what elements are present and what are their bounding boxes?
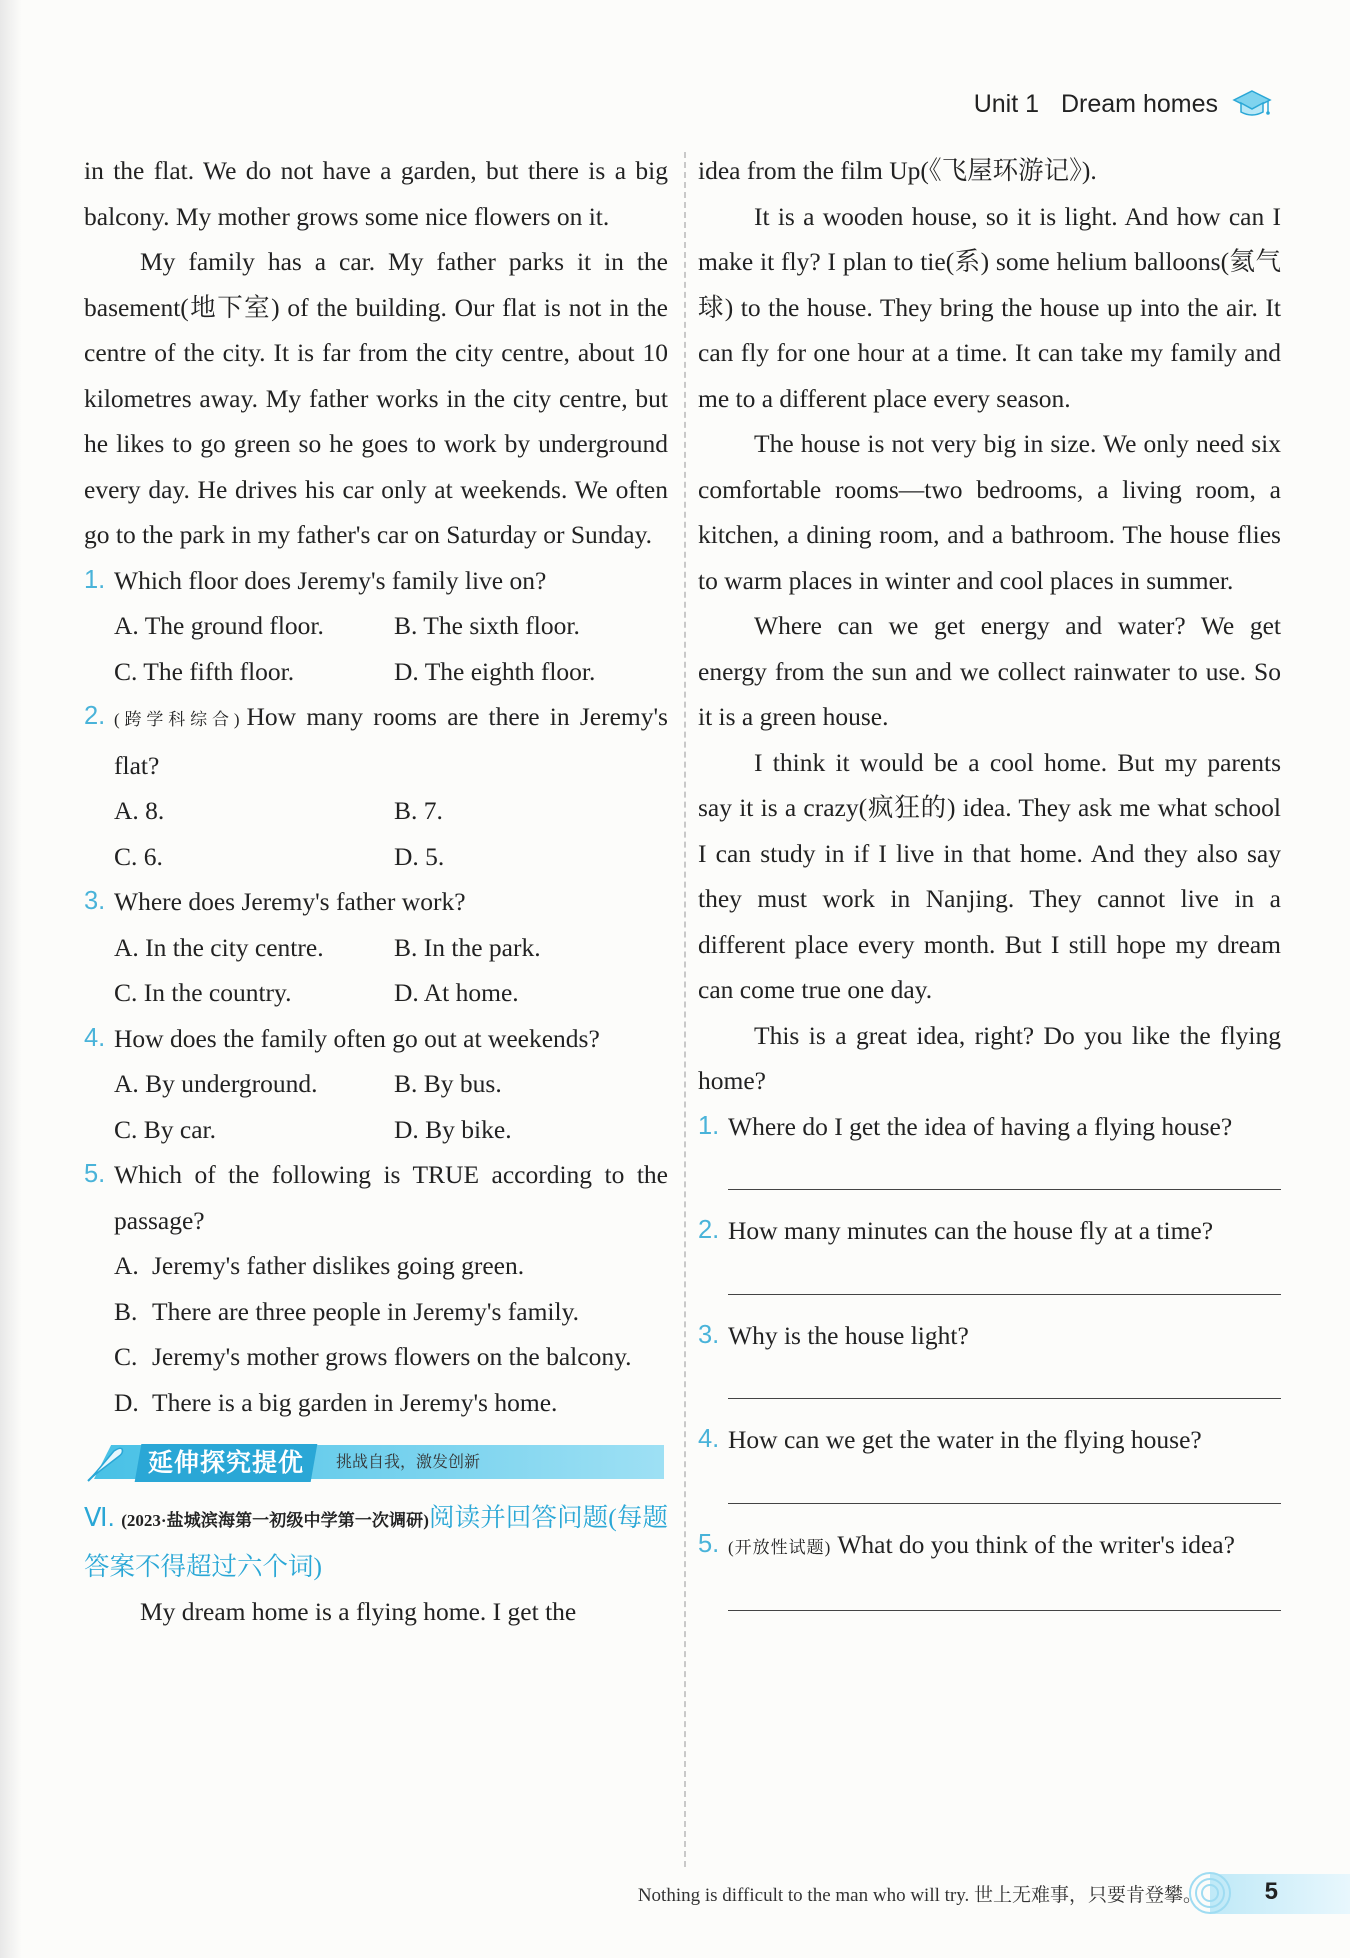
short-answer-3 <box>698 1313 1281 1400</box>
right-column <box>698 148 1281 1629</box>
option-a[interactable]: A. 8. <box>114 796 165 825</box>
short-answer-5 <box>698 1522 1281 1612</box>
answer-line[interactable] <box>728 1358 1281 1399</box>
option-b[interactable]: B. By bus. <box>394 1069 502 1098</box>
question-text: What do you think of the writer's idea? <box>837 1529 1235 1559</box>
short-answer-4 <box>698 1417 1281 1504</box>
option-d[interactable]: D. At home. <box>394 978 519 1007</box>
question-number: 3. <box>84 887 106 915</box>
option-c[interactable]: C. 6. <box>114 841 163 871</box>
section-source: (2023·盐城滨海第一初级中学第一次调研) <box>121 1511 429 1530</box>
option-a[interactable]: A. Jeremy's father dislikes going green. <box>114 1251 525 1280</box>
passage-paragraph: idea from the film Up(《飞屋环游记》). <box>698 156 1097 185</box>
question-4 <box>84 1016 668 1153</box>
question-text: Where does Jeremy's father work? <box>114 887 466 916</box>
page-header <box>974 88 1272 120</box>
option-d[interactable]: D. 5. <box>394 841 445 871</box>
question-text: Where do I get the idea of having a flying house? <box>728 1111 1233 1141</box>
question-text: Why is the house light? <box>728 1320 969 1350</box>
rocket-icon <box>84 1441 128 1485</box>
option-c[interactable]: C. The fifth floor. <box>114 656 295 686</box>
question-number: 5. <box>84 1160 106 1188</box>
passage-paragraph: This is a great idea, right? Do you like the flying home? <box>698 1020 1281 1095</box>
page-number: 5 <box>1264 1878 1278 1905</box>
question-tag: (跨学科综合) <box>114 710 241 729</box>
passage-paragraph: It is a wooden house, so it is light. And how can I make it fly? I plan to tie(系) some helium balloons(氦气球) to the house. They bring the house up into the air. It can fly for one hour at a time. It can take my family and me to a different place every season. <box>698 201 1281 413</box>
graduation-cap-icon <box>1232 88 1272 120</box>
option-a[interactable]: A. The ground floor. <box>114 611 324 640</box>
question-number: 5. <box>698 1529 720 1558</box>
question-text: How does the family often go out at weekends? <box>114 1023 600 1053</box>
spiral-icon <box>1184 1868 1240 1918</box>
option-d[interactable]: D. The eighth floor. <box>394 656 596 686</box>
unit-label: Unit 1 <box>973 89 1039 118</box>
passage-paragraph: I think it would be a cool home. But my parents say it is a crazy(疯狂的) idea. They ask me what school I can study in if I live in that home. And they also say they must work in Nanjing. They cannot live in a different place every month. But I still hope my dream can come true one day. <box>698 747 1281 1004</box>
passage-paragraph: My dream home is a flying home. I get the <box>140 1597 577 1626</box>
left-column <box>84 148 668 1635</box>
passage-paragraph: My family has a car. My father parks it in the basement(地下室) of the building. Our flat is not in the centre of the city. It is far from the city centre, about 10 kilometres away. My father works in the city centre, but he likes to go green so he goes to work by underground every day. He drives his car only at weekends. We often go to the park in my father's car on Saturday or Sunday. <box>84 247 668 549</box>
option-b[interactable]: B. There are three people in Jeremy's family. <box>114 1296 580 1326</box>
unit-title: Dream homes <box>1061 89 1218 118</box>
option-b[interactable]: B. 7. <box>394 796 443 825</box>
option-a[interactable]: A. In the city centre. <box>114 932 324 962</box>
option-d[interactable]: D. There is a big garden in Jeremy's home. <box>114 1387 558 1417</box>
question-number: 1. <box>698 1111 720 1140</box>
passage-paragraph: The house is not very big in size. We only need six comfortable rooms—two bedrooms, a living room, a kitchen, a dining room, and a bathroom. The house flies to warm places in winter and cool places in summer. <box>698 429 1281 595</box>
answer-line[interactable] <box>728 1254 1281 1295</box>
question-tag: (开放性试题) <box>728 1537 832 1557</box>
section-6-heading <box>84 1495 668 1589</box>
question-2 <box>84 694 668 879</box>
option-a[interactable]: A. By underground. <box>114 1069 318 1098</box>
passage-paragraph: Where can we get energy and water? We get energy from the sun and we collect rainwater to use. So it is a green house. <box>698 611 1281 731</box>
question-text: Which of the following is TRUE according to the passage? <box>114 1160 668 1235</box>
question-text: How many rooms are there in Jeremy's flat? <box>114 702 668 780</box>
column-divider <box>684 152 686 1867</box>
footer-quote: Nothing is difficult to the man who will try. 世上无难事，只要肯登攀。 <box>637 1885 1202 1906</box>
option-b[interactable]: B. The sixth floor. <box>394 611 580 640</box>
question-1 <box>84 558 668 695</box>
answer-line[interactable] <box>728 1463 1281 1504</box>
question-number: 4. <box>84 1023 106 1052</box>
short-answer-1 <box>698 1104 1281 1191</box>
page-footer <box>0 1868 1350 1918</box>
question-number: 3. <box>698 1320 720 1349</box>
answer-line[interactable] <box>728 1570 1281 1611</box>
section-banner <box>84 1441 668 1485</box>
banner-title: 延伸探究提优 <box>135 1444 318 1482</box>
option-c[interactable]: C. In the country. <box>114 978 292 1007</box>
option-b[interactable]: B. In the park. <box>394 932 541 962</box>
question-text: Which floor does Jeremy's family live on? <box>114 565 547 595</box>
question-text: How many minutes can the house fly at a time? <box>728 1216 1214 1245</box>
banner-subtitle: 挑战自我，激发创新 <box>336 1454 481 1472</box>
answer-line[interactable] <box>728 1149 1281 1190</box>
question-text: How can we get the water in the flying house? <box>728 1425 1202 1454</box>
option-d[interactable]: D. By bike. <box>394 1114 512 1144</box>
question-number: 4. <box>698 1425 720 1453</box>
option-c[interactable]: C. Jeremy's mother grows flowers on the balcony. <box>114 1342 632 1371</box>
question-5 <box>84 1152 668 1425</box>
passage-paragraph: in the flat. We do not have a garden, but there is a big balcony. My mother grows some nice flowers on it. <box>84 156 668 231</box>
section-number: Ⅵ. <box>84 1504 115 1532</box>
page-edge-shadow <box>0 0 22 1958</box>
short-answer-2 <box>698 1208 1281 1295</box>
question-number: 2. <box>84 702 106 730</box>
section-instruction: 阅读并回答问题(每题答案不得超过六个词) <box>84 1503 668 1581</box>
question-3 <box>84 879 668 1016</box>
question-number: 2. <box>698 1216 720 1244</box>
question-number: 1. <box>84 565 106 594</box>
option-c[interactable]: C. By car. <box>114 1114 216 1144</box>
